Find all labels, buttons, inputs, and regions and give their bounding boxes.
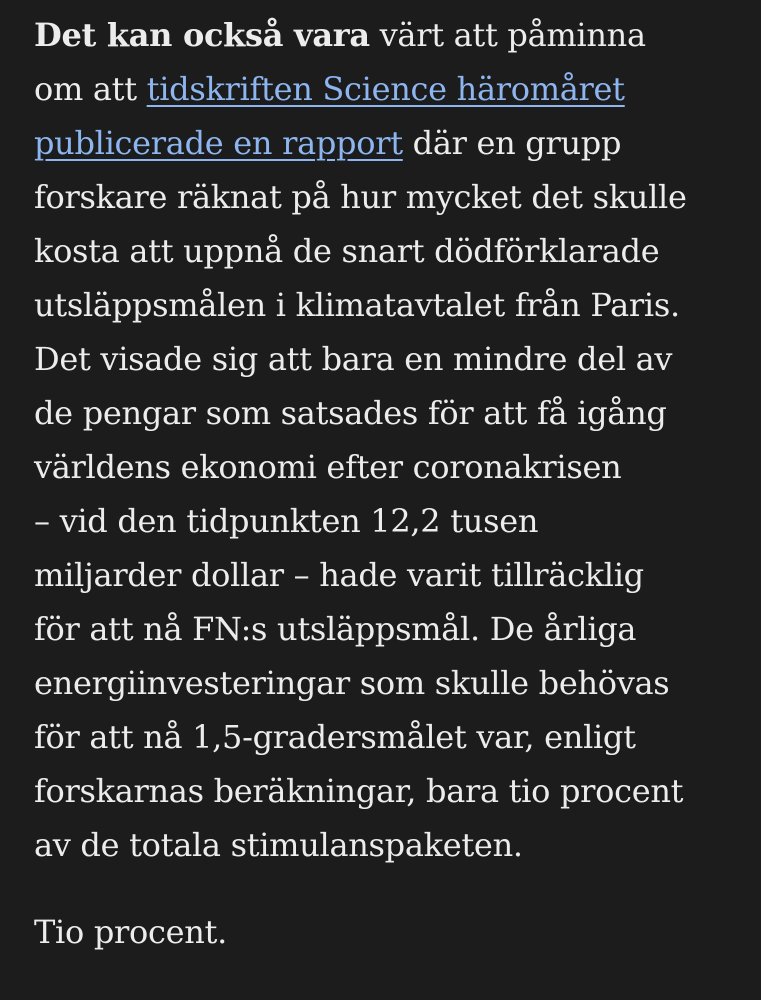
paragraph-line: energiinvesteringar som skulle behövas: [34, 664, 670, 702]
paragraph-line: forskare räknat på hur mycket det skulle: [34, 178, 687, 216]
paragraph-line: Det visade sig att bara en mindre del av: [34, 340, 673, 378]
paragraph-line: – vid den tidpunkten 12,2 tusen: [34, 502, 539, 540]
paragraph-line: för att nå FN:s utsläppsmål. De årliga: [34, 610, 637, 648]
science-report-link[interactable]: publicerade en rapport: [34, 124, 403, 162]
paragraph-line: kosta att uppnå de snart dödförklarade: [34, 232, 660, 270]
paragraph-line: [34, 116, 727, 170]
paragraph-lead: Det kan också vara: [34, 16, 370, 54]
science-report-link[interactable]: tidskriften Science häromåret: [146, 70, 625, 108]
article-paragraph: [34, 8, 727, 872]
paragraph-line: av de totala stimulanspaketen.: [34, 826, 523, 864]
paragraph-line: Tio procent.: [34, 913, 227, 951]
paragraph-line: [34, 62, 727, 116]
paragraph-text: om att: [34, 70, 147, 108]
paragraph-line: [34, 8, 727, 62]
paragraph-line: för att nå 1,5-gradersmålet var, enligt: [34, 718, 636, 756]
paragraph-line: världens ekonomi efter coronakrisen: [34, 448, 622, 486]
paragraph-line: de pengar som satsades för att få igång: [34, 394, 667, 432]
paragraph-line: utsläppsmålen i klimatavtalet från Paris.: [34, 286, 680, 324]
paragraph-text: värt att påminna: [369, 16, 646, 54]
paragraph-line: forskarnas beräkningar, bara tio procent: [34, 772, 684, 810]
article-paragraph: [34, 905, 727, 959]
paragraph-text: där en grupp: [402, 124, 622, 162]
paragraph-line: miljarder dollar – hade varit tillräcklig: [34, 556, 644, 594]
